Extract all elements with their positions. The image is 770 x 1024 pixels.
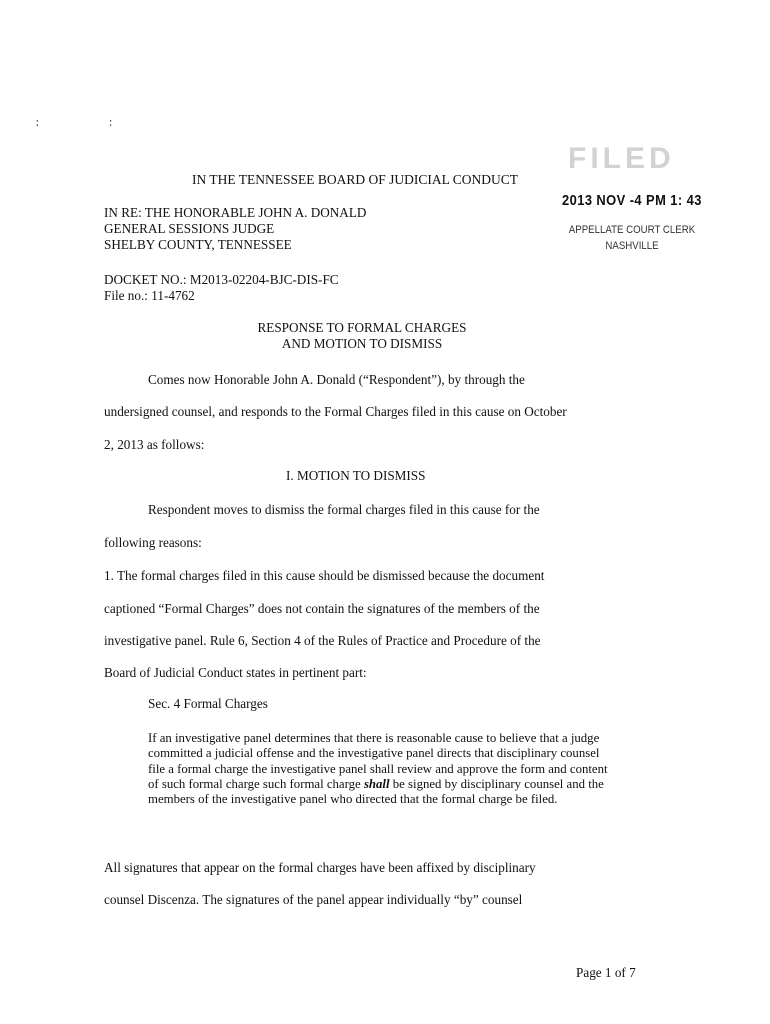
page-number: Page 1 of 7 bbox=[576, 965, 636, 980]
docket-number: DOCKET NO.: M2013-02204-BJC-DIS-FC bbox=[104, 272, 339, 287]
point-line: captioned “Formal Charges” does not contain the signatures of the members of the bbox=[104, 601, 540, 616]
motion-line: following reasons: bbox=[104, 535, 202, 550]
document-title-line: AND MOTION TO DISMISS bbox=[281, 336, 443, 351]
quoted-rule-text bbox=[148, 731, 618, 807]
intro-line: 2, 2013 as follows: bbox=[104, 437, 205, 452]
filed-stamp-clerk: APPELLATE COURT CLERK bbox=[568, 224, 696, 236]
closing-line: counsel Discenza. The signatures of the panel appear individually “by” counsel bbox=[104, 892, 523, 907]
case-caption bbox=[104, 205, 366, 254]
quote-text: If an investigative panel determines that there is reasonable cause to believe that a judge committed a judicial offense and the investigative panel directs that disciplinary counsel file a formal charge the investigative panel shall review and approve the form and content of such formal charge such formal charge bbox=[148, 731, 608, 791]
filed-stamp-date: 2013 NOV -4 PM 1: 43 bbox=[562, 192, 702, 209]
margin-marks: : : bbox=[34, 118, 144, 130]
point-line: 1. The formal charges filed in this cause should be dismissed because the document bbox=[104, 568, 545, 583]
caption-line: GENERAL SESSIONS JUDGE bbox=[104, 221, 275, 237]
point-line: Board of Judicial Conduct states in pertinent part: bbox=[104, 665, 367, 680]
closing-line: All signatures that appear on the formal charges have been affixed by disciplinary bbox=[104, 860, 536, 875]
filed-stamp-mark: FILED bbox=[568, 142, 675, 175]
section-heading: I. MOTION TO DISMISS bbox=[286, 468, 426, 483]
document-title-block bbox=[242, 320, 482, 352]
docket-info bbox=[104, 272, 339, 304]
quote-text: be signed by disciplinary counsel and the members of the investigative panel who directed that the formal charge be filed. bbox=[148, 776, 604, 807]
motion-line: Respondent moves to dismiss the formal charges filed in this cause for the bbox=[148, 502, 540, 517]
filed-stamp-city: NASHVILLE bbox=[605, 240, 659, 252]
document-title-line: RESPONSE TO FORMAL CHARGES bbox=[257, 320, 467, 335]
quoted-rule-heading: Sec. 4 Formal Charges bbox=[148, 696, 268, 711]
intro-line: undersigned counsel, and responds to the Formal Charges filed in this cause on October bbox=[104, 404, 567, 419]
caption-line: IN RE: THE HONORABLE JOHN A. DONALD bbox=[104, 205, 367, 220]
quote-emphasis: shall bbox=[363, 776, 390, 791]
intro-line: Comes now Honorable John A. Donald (“Respondent”), by through the bbox=[148, 372, 525, 387]
court-header: IN THE TENNESSEE BOARD OF JUDICIAL CONDUCT bbox=[192, 172, 519, 187]
caption-line: SHELBY COUNTY, TENNESSEE bbox=[104, 237, 292, 253]
file-number: File no.: 11-4762 bbox=[104, 288, 195, 304]
point-line: investigative panel. Rule 6, Section 4 of the Rules of Practice and Procedure of the bbox=[104, 633, 541, 648]
